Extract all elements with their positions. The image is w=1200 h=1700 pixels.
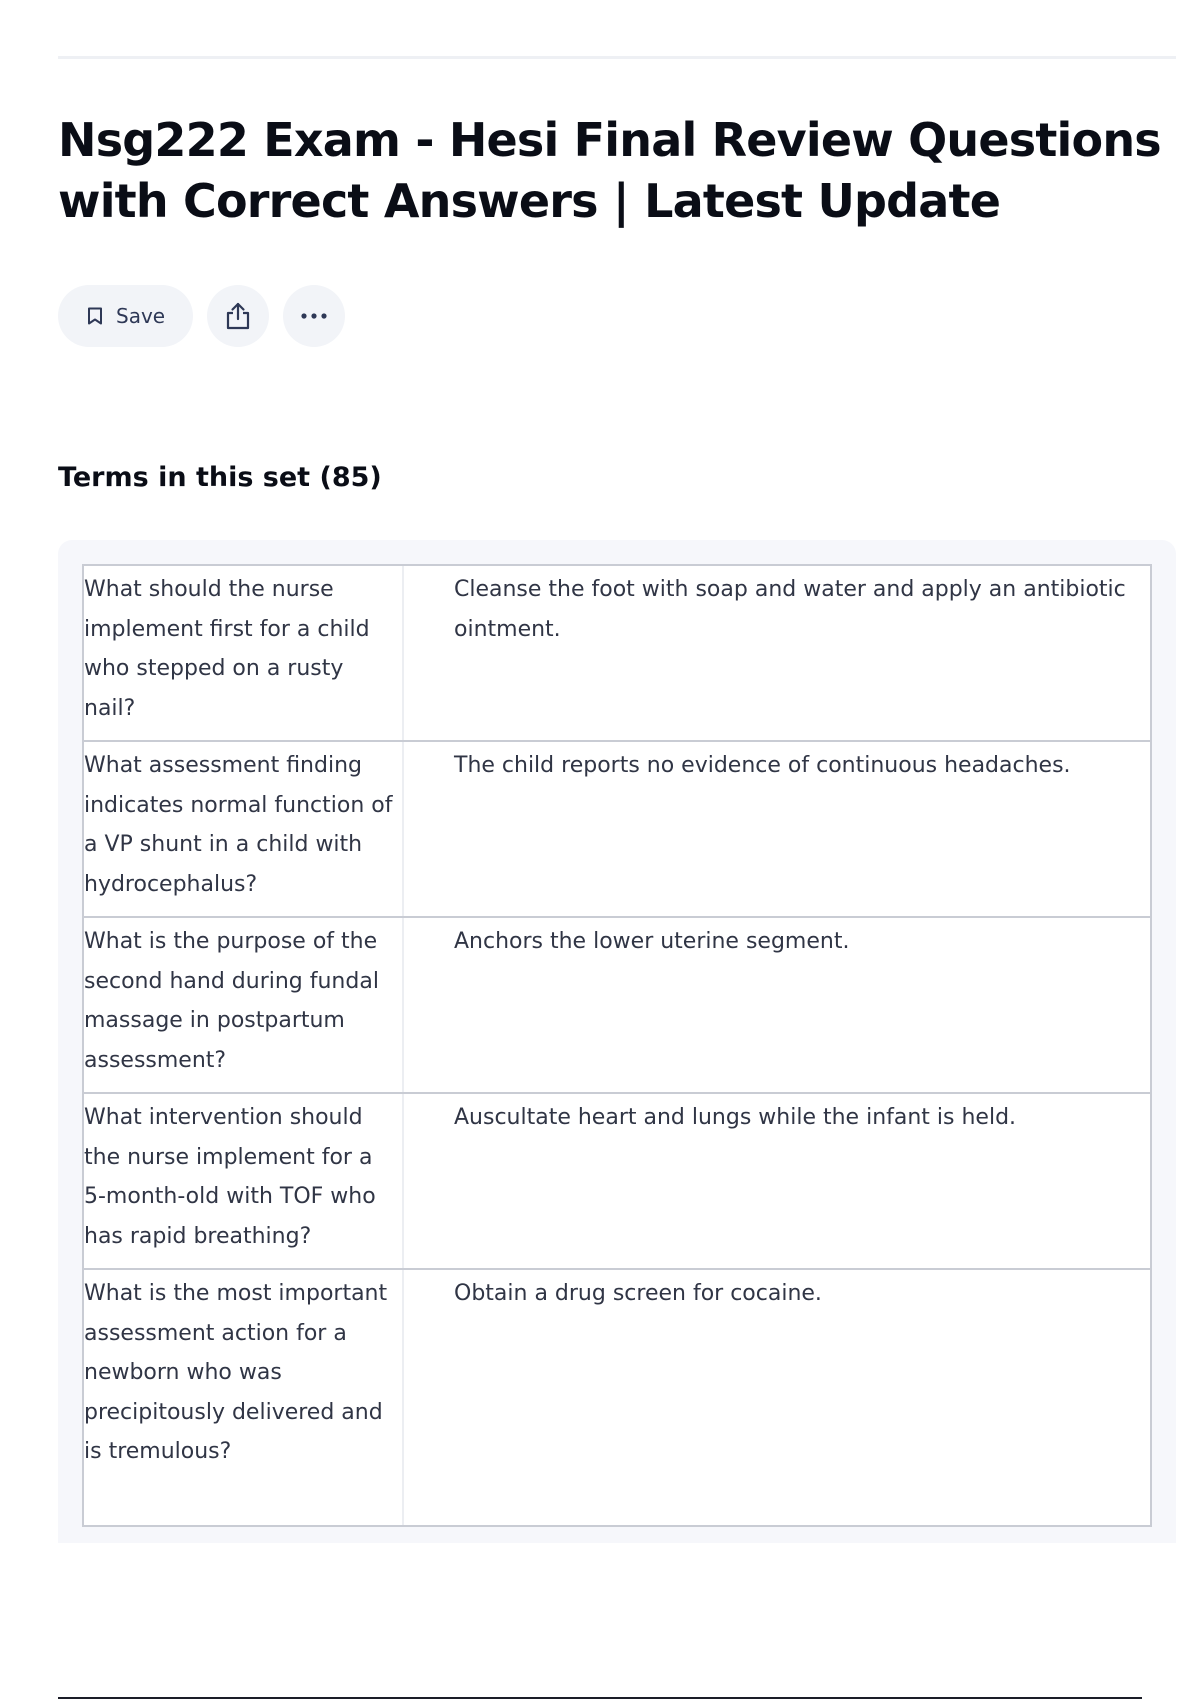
term-word: What intervention should the nurse implement for a 5-month-old with TOF who has rapid breathing?	[84, 1094, 404, 1268]
term-row	[84, 742, 1150, 918]
more-icon	[300, 312, 328, 320]
bottom-divider	[58, 1697, 1142, 1699]
share-icon	[224, 301, 252, 331]
term-row	[84, 566, 1150, 742]
term-definition: The child reports no evidence of continuous headaches.	[454, 753, 1071, 778]
top-divider	[58, 56, 1176, 59]
share-button[interactable]	[207, 285, 269, 347]
save-button[interactable]	[58, 285, 193, 347]
term-row	[84, 918, 1150, 1094]
terms-section-title: Terms in this set (85)	[58, 462, 382, 493]
terms-panel	[58, 540, 1176, 1543]
term-definition: Obtain a drug screen for cocaine.	[454, 1281, 822, 1306]
term-word: What should the nurse implement first for a child who stepped on a rusty nail?	[84, 566, 404, 740]
page-title: Nsg222 Exam - Hesi Final Review Questions with Correct Answers | Latest Update	[58, 113, 1161, 228]
term-definition: Cleanse the foot with soap and water and apply an antibiotic ointment.	[454, 577, 1126, 642]
term-definition: Anchors the lower uterine segment.	[454, 929, 850, 954]
save-label: Save	[116, 304, 166, 328]
terms-table	[82, 564, 1152, 1527]
term-word: What is the most important assessment action for a newborn who was precipitously delivered and is tremulous?	[84, 1270, 404, 1525]
term-definition: Auscultate heart and lungs while the infant is held.	[454, 1105, 1017, 1130]
term-row	[84, 1270, 1150, 1525]
term-row	[84, 1094, 1150, 1270]
term-word: What assessment finding indicates normal function of a VP shunt in a child with hydrocephalus?	[84, 742, 404, 916]
more-options-button[interactable]	[283, 285, 345, 347]
term-word: What is the purpose of the second hand during fundal massage in postpartum assessment?	[84, 918, 404, 1092]
bookmark-icon	[86, 306, 104, 326]
action-bar	[58, 285, 345, 347]
